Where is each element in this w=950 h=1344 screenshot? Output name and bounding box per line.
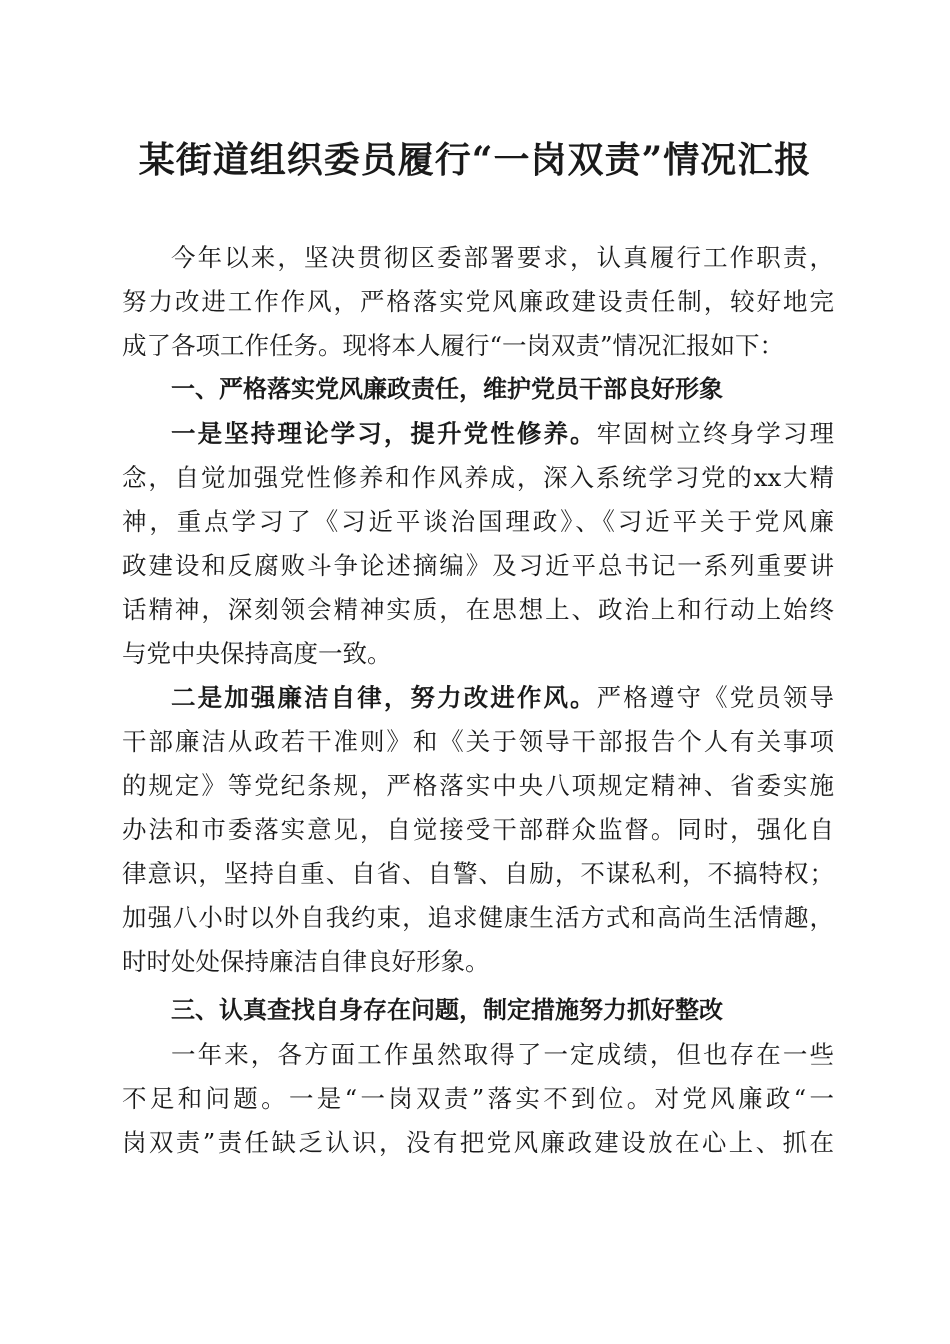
section-heading-3: 三、认真查找自身存在问题，制定措施努力抓好整改: [171, 996, 723, 1024]
paragraph-line: 加强八小时以外自我约束，追求健康生活方式和高尚生活情趣，: [122, 903, 834, 932]
paragraph-lead: 二是加强廉洁自律，努力改进作风。: [171, 683, 597, 712]
page-title: 某街道组织委员履行“一岗双责”情况汇报: [138, 139, 812, 181]
paragraph-line: 干部廉洁从政若干准则》和《关于领导干部报告个人有关事项: [122, 727, 834, 756]
paragraph-text: 牢固树立终身学习理: [596, 419, 834, 448]
paragraph-line: 时时处处保持廉洁自律良好形象。: [122, 947, 490, 976]
paragraph-line: 神，重点学习了《习近平谈治国理政》、《习近平关于党风廉: [122, 507, 834, 536]
paragraph-line: 的规定》等党纪条规，严格落实中央八项规定精神、省委实施: [122, 771, 834, 800]
intro-line: 今年以来，坚决贯彻区委部署要求，认真履行工作职责，: [171, 243, 834, 272]
paragraph-line: 律意识，坚持自重、自省、自警、自励，不谋私利，不搞特权；: [122, 859, 834, 888]
paragraph-text: 严格遵守《党员领导: [596, 683, 834, 712]
paragraph-line: 念，自觉加强党性修养和作风养成，深入系统学习党的xx大精: [122, 463, 834, 492]
intro-line: 成了各项工作任务。现将本人履行“一岗双责”情况汇报如下：: [122, 331, 785, 360]
paragraph-line: [171, 412, 834, 456]
intro-line: 努力改进工作作风，严格落实党风廉政建设责任制，较好地完: [122, 287, 834, 316]
paragraph-line: [171, 676, 834, 720]
section-heading-1: 一、严格落实党风廉政责任，维护党员干部良好形象: [171, 375, 723, 403]
paragraph-line: 政建设和反腐败斗争论述摘编》及习近平总书记一系列重要讲: [122, 551, 834, 580]
paragraph-lead: 一是坚持理论学习，提升党性修养。: [171, 419, 597, 448]
paragraph-line: 一年来，各方面工作虽然取得了一定成绩，但也存在一些: [171, 1040, 834, 1069]
paragraph-line: 与党中央保持高度一致。: [122, 639, 392, 668]
paragraph-line: 话精神，深刻领会精神实质，在思想上、政治上和行动上始终: [122, 595, 834, 624]
paragraph-line: 岗双责”责任缺乏认识，没有把党风廉政建设放在心上、抓在: [122, 1128, 834, 1157]
paragraph-line: 不足和问题。一是“一岗双责”落实不到位。对党风廉政“一: [122, 1084, 834, 1113]
paragraph-line: 办法和市委落实意见，自觉接受干部群众监督。同时，强化自: [122, 815, 834, 844]
